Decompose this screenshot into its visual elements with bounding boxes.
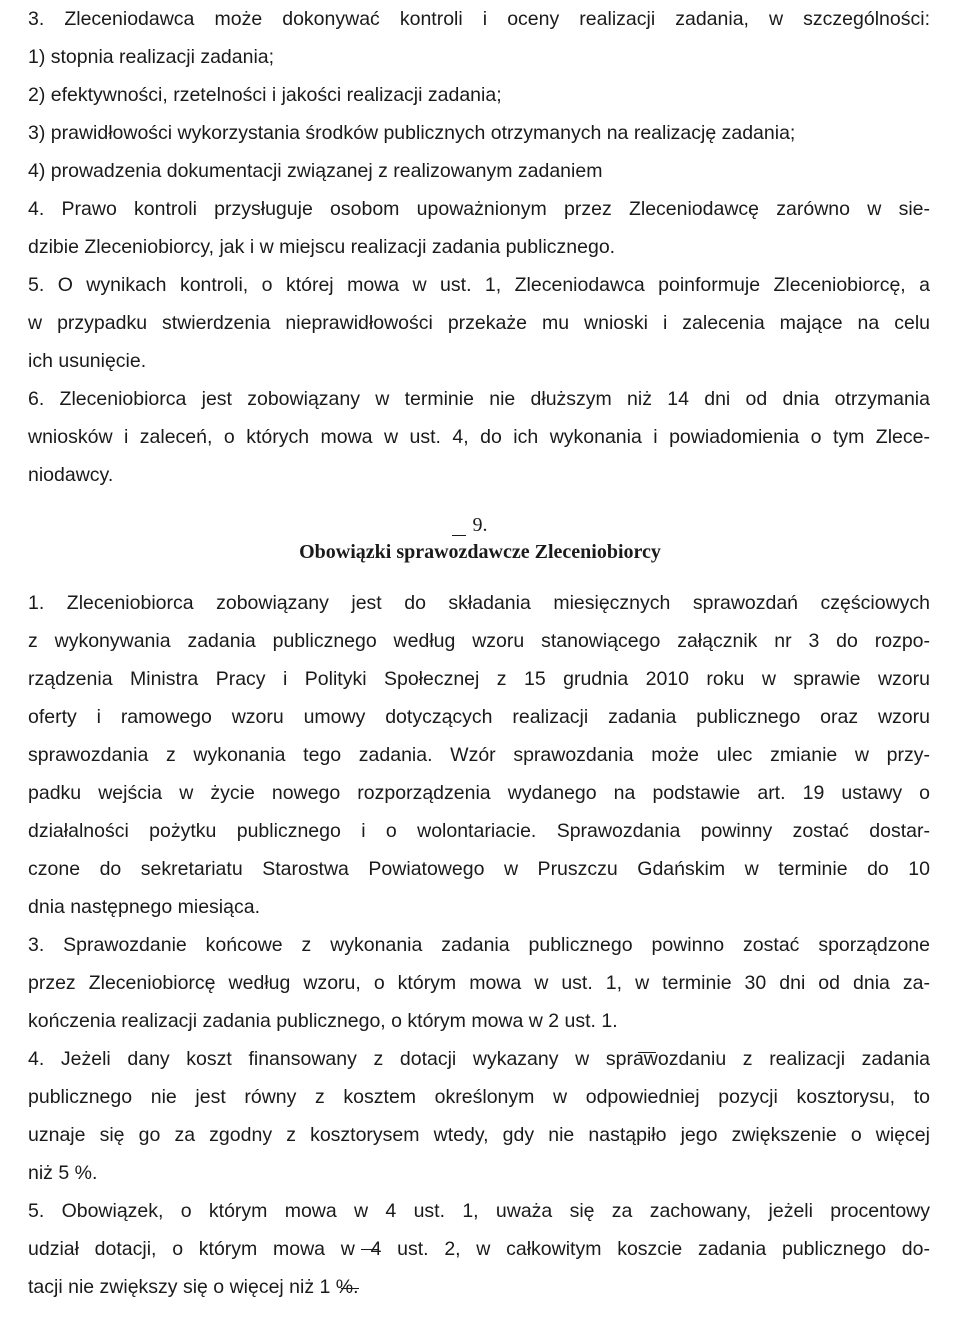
section-number-text: 9. [472, 514, 488, 536]
paragraph-line: niodawcy. [28, 464, 114, 486]
paragraph-line: ich usunięcie. [28, 350, 147, 372]
paragraph-line: w przypadku stwierdzenia nieprawidłowości przekaże mu wnioski i zalecenia mające na celu [28, 312, 930, 334]
paragraph-line: z wykonywania zadania publicznego według wzoru stanowiącego załącznik nr 3 do rozpo- [28, 630, 930, 652]
paragraph-line: 3) prawidłowości wykorzystania środków publicznych otrzymanych na realizację zadania; [28, 122, 796, 144]
paragraph-line: 2) efektywności, rzetelności i jakości realizacji zadania; [28, 84, 502, 106]
paragraph-line: niż 5 %. [28, 1162, 98, 1184]
paragraph-line: sprawozdania z wykonania tego zadania. Wzór sprawozdania może ulec zmianie w przy- [28, 744, 930, 766]
control-clauses [28, 0, 930, 494]
paragraph-line: dnia następnego miesiąca. [28, 896, 260, 918]
paragraph-line: 3. Zleceniodawca może dokonywać kontroli i oceny realizacji zadania, w szczególności: [28, 8, 930, 30]
paragraph-line: 5. O wynikach kontroli, o której mowa w ust. 1, Zleceniodawca poinformuje Zleceniobiorcę, a [28, 274, 930, 296]
paragraph-line: rządzenia Ministra Pracy i Polityki Społecznej z 15 grudnia 2010 roku w sprawie wzoru [28, 668, 930, 690]
paragraph-line: 6. Zleceniobiorca jest zobowiązany w terminie nie dłuższym niż 14 dni od dnia otrzymania [28, 388, 930, 410]
paragraph-line: 3. Sprawozdanie końcowe z wykonania zadania publicznego powinno zostać sporządzone [28, 934, 930, 956]
paragraph-line: 1. Zleceniobiorca zobowiązany jest do składania miesięcznych sprawozdań częściowych [28, 592, 930, 614]
paragraph-line: 5. Obowiązek, o którym mowa w 4 ust. 1, uważa się za zachowany, jeżeli procentowy [28, 1200, 930, 1222]
paragraph-line: czone do sekretariatu Starostwa Powiatowego w Pruszczu Gdańskim w terminie do 10 [28, 858, 930, 880]
paragraph-line: publicznego nie jest równy z kosztem określonym w odpowiedniej pozycji kosztorysu, to [28, 1086, 930, 1108]
paragraph-line: padku wejścia w życie nowego rozporządzenia wydanego na podstawie art. 19 ustawy o [28, 782, 930, 804]
paragraph-line: 1) stopnia realizacji zadania; [28, 46, 275, 68]
section-mark-rule [361, 1249, 379, 1250]
paragraph-line: 4. Jeżeli dany koszt finansowany z dotacji wykazany w sprawozdaniu z realizacji zadania [28, 1048, 930, 1070]
section-title: Obowiązki sprawozdawcze Zleceniobiorcy [299, 541, 661, 563]
paragraph-line: działalności pożytku publicznego i o wolontariacie. Sprawozdania powinny zostać dostar- [28, 820, 930, 842]
section-number [0, 510, 960, 540]
section-mark-rule [341, 1288, 359, 1289]
paragraph-line: wniosków i zaleceń, o których mowa w ust. 4, do ich wykonania i powiadomienia o tym Zlece- [28, 426, 930, 448]
paragraph-line: 4. Prawo kontroli przysługuje osobom upoważnionym przez Zleceniodawcę zarówno w sie- [28, 198, 930, 220]
paragraph-line: kończenia realizacji zadania publicznego, o którym mowa w 2 ust. 1. [28, 1010, 618, 1032]
reporting-clauses [28, 584, 930, 1306]
paragraph-line: 4) prowadzenia dokumentacji związanej z realizowanym zadaniem [28, 160, 603, 182]
paragraph-line: tacji nie zwiększy się o więcej niż 1 %. [28, 1276, 359, 1298]
section-mark-rule [638, 1052, 656, 1053]
paragraph-line: uznaje się go za zgodny z kosztorysem wtedy, gdy nie nastąpiło jego zwiększenie o więcej [28, 1124, 930, 1146]
section-mark-rule [452, 535, 466, 536]
paragraph-line: przez Zleceniobiorcę według wzoru, o którym mowa w ust. 1, w terminie 30 dni od dnia za- [28, 972, 930, 994]
paragraph-line: oferty i ramowego wzoru umowy dotyczących realizacji zadania publicznego oraz wzoru [28, 706, 930, 728]
paragraph-line: dzibie Zleceniobiorcy, jak i w miejscu realizacji zadania publicznego. [28, 236, 616, 258]
paragraph-line: udział dotacji, o którym mowa w 4 ust. 2, w całkowitym koszcie zadania publicznego do- [28, 1238, 930, 1260]
